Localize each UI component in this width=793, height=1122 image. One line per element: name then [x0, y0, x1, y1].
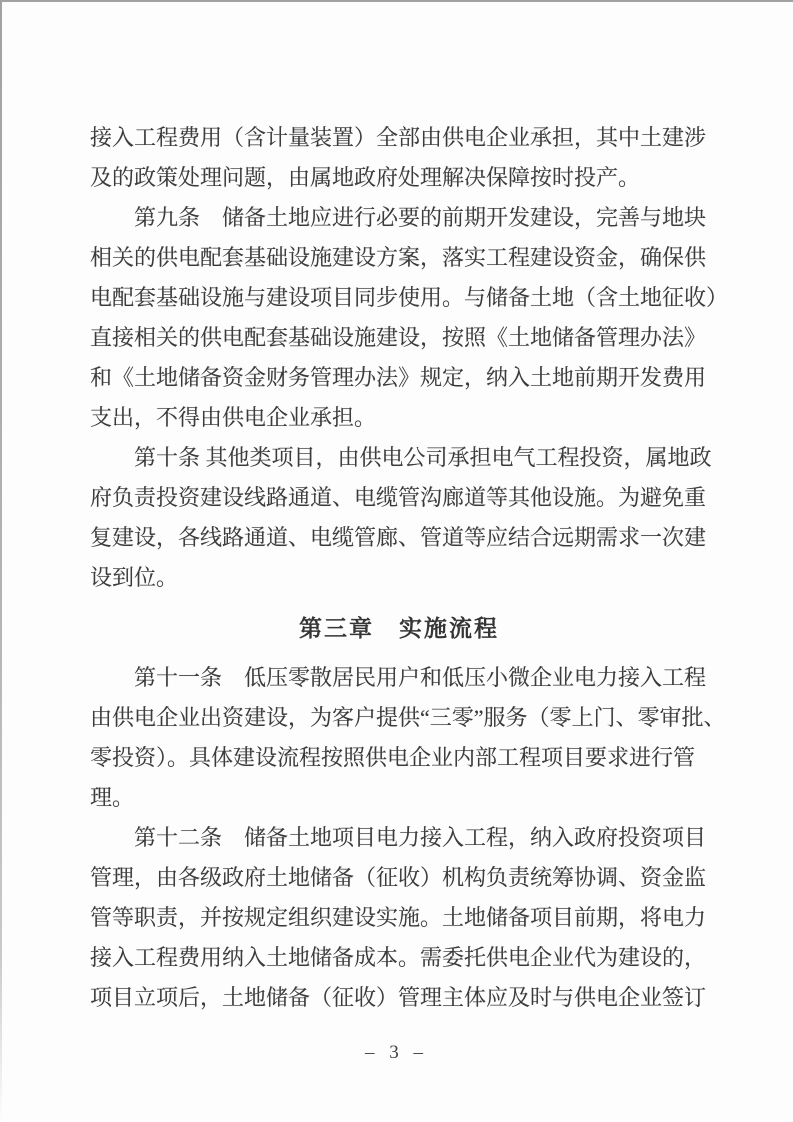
paragraph: [90, 198, 729, 438]
text-line: 相关的供电配套基础设施建设方案，落实工程建设资金，确保供: [90, 245, 707, 270]
text-line: 电配套基础设施与建设项目同步使用。与储备土地（含土地征收）: [90, 285, 729, 310]
text-line: 第十二条 储备土地项目电力接入工程，纳入政府投资项目: [134, 825, 707, 850]
paragraph: [90, 818, 708, 1018]
text-line: 由供电企业出资建设，为客户提供“三零”服务（零上门、零审批、: [90, 705, 726, 730]
document-content: [90, 118, 729, 1018]
scan-edge-left-line: [0, 0, 2, 1122]
text-line: 理。: [90, 785, 135, 810]
text-line: 直接相关的供电配套基础设施建设，按照《土地储备管理办法》: [90, 325, 707, 350]
paragraph: [90, 438, 712, 598]
text-line: 支出，不得由供电企业承担。: [90, 405, 377, 430]
text-line: 项目立项后，土地储备（征收）管理主体应及时与供电企业签订: [90, 985, 707, 1010]
text-line: 第十一条 低压零散居民用户和低压小微企业电力接入工程: [134, 665, 707, 690]
text-line: 及的政策处理问题，由属地政府处理解决保障按时投产。: [90, 165, 641, 190]
text-line: 府负责投资建设线路通道、电缆管沟廊道等其他设施。为避免重: [90, 485, 707, 510]
text-line: 和《土地储备资金财务管理办法》规定，纳入土地前期开发费用: [90, 365, 707, 390]
page-footer: [0, 1042, 793, 1064]
text-line: 管理，由各级政府土地储备（征收）机构负责统筹协调、资金监: [90, 865, 707, 890]
scan-edge-top-line: [0, 0, 793, 2]
text-line: 设到位。: [90, 565, 179, 590]
text-line: 零投资）。具体建设流程按照供电企业内部工程项目要求进行管: [90, 745, 696, 770]
paragraph: [90, 118, 708, 198]
chapter-heading: 第三章 实施流程: [299, 615, 499, 641]
paragraph: [90, 658, 726, 818]
text-line: 管等职责，并按规定组织建设实施。土地储备项目前期，将电力: [90, 905, 707, 930]
text-line: 第十条 其他类项目，由供电公司承担电气工程投资，属地政: [134, 445, 712, 470]
text-line: 第九条 储备土地应进行必要的前期开发建设，完善与地块: [134, 205, 707, 230]
text-line: 复建设，各线路通道、电缆管廊、管道等应结合远期需求一次建: [90, 525, 707, 550]
text-line: 接入工程费用纳入土地储备成本。需委托供电企业代为建设的，: [90, 945, 707, 970]
page-number: – 3 –: [365, 1042, 428, 1063]
text-line: 接入工程费用（含计量装置）全部由供电企业承担，其中土建涉: [90, 125, 707, 150]
